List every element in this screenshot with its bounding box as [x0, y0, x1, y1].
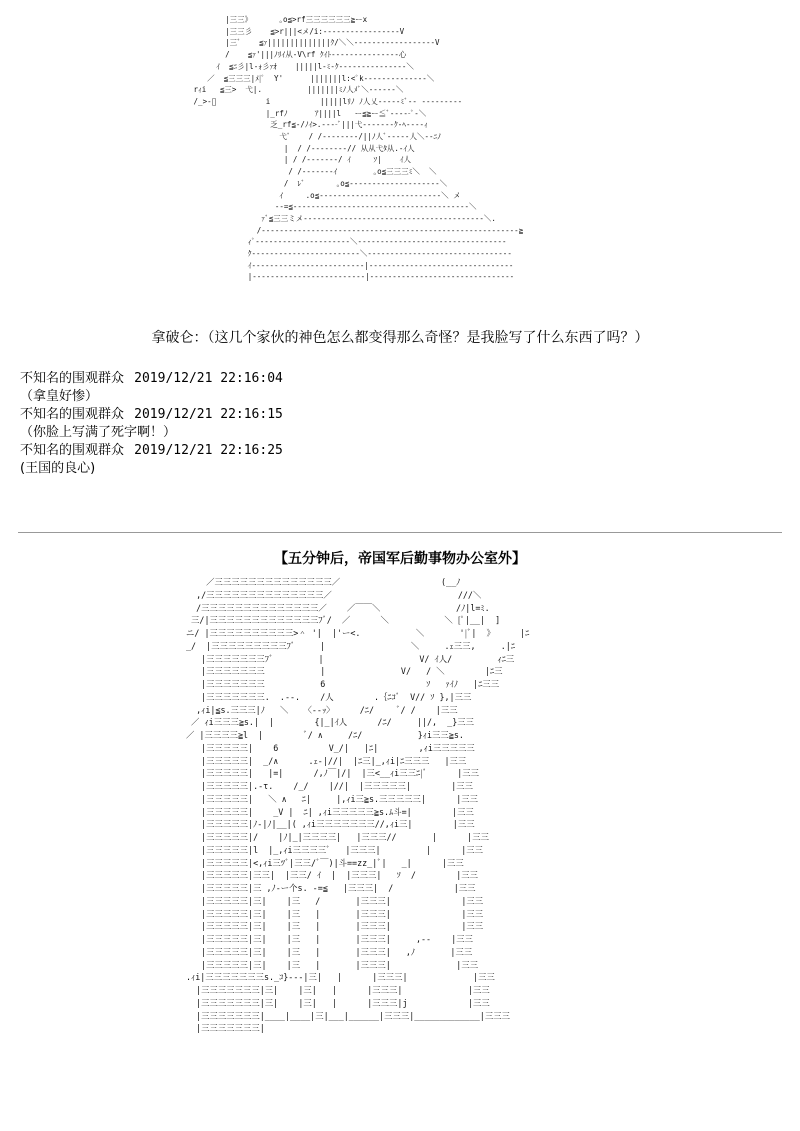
section-divider [18, 532, 782, 533]
comment-item [20, 406, 440, 442]
comment-username: 不知名的围观群众 [20, 443, 125, 458]
comment-list [20, 370, 440, 478]
comment-text: (王国的良心) [20, 461, 96, 476]
napoleon-speech-line: 拿破仑：（这几个家伙的神色怎么都变得那么奇怪？是我脸写了什么东西了吗？） [151, 330, 649, 346]
comment-timestamp: 2019/12/21 22:16:15 [134, 407, 283, 422]
scene-heading: 【五分钟后，帝国军后勤事物办公室外】 [274, 551, 526, 567]
comment-timestamp: 2019/12/21 22:16:25 [134, 443, 283, 458]
comment-text: （拿皇好惨） [20, 389, 99, 404]
office-exterior-ascii-art: ／三三三三三三三三三三三三三三／ (__ﾉ ,/三三三三三三三三三三三三三三／ ///＼ /三三三三三三三三三三三三三三／ ／￣￣＼ /ﾉ|l=ﾐ. 三/|三三三三三三三三三三三三三ﾌﾞ/ ／ ＼ ＼ [ﾟ|__| ] ニ/ |三三三三三三三三三三>＾ '| |'ー<. ＼ '|ﾞ| 》 |ﾆ _/ |三三三三三三三三三ﾌﾞ | ＼ .ｪ三三, .|ﾆ |三三三三三三三ﾌﾞ | V/ ｲ人/ ｨﾆ三 |三三三三三三三 | V/ / ＼ |ﾆ三 |三三三三三三三 6 ｿ ｧｲﾉ |ﾆ三三 |三三三三三三三. .--. /人 .｛ﾆｺﾞ V// ｿ },|三三 ,ｨi|≦s.三三三|ﾉ ＼ 〈--ｯ〉 /ﾆ/ ﾞ/ / |三三 ／ ｨi三三三≧s.| | {|_|ｲ人 /ﾆ/ ||/, _}三三 ／ |三三三三≧l | ﾞ/ ∧ /ﾆ/ }ｨi三三≧s. |三三三三三| 6 V_/| |ﾆ| ,ｨi三三三三三 |三三三三三| _/∧ .ｪ-|//| |ﾆ三|_,ｨi|ﾆ三三三 |三三 |三三三三三| |=| /,ﾉ￣|/| |三<__ｨi三三ﾆ|ﾞ |三三 |三三三三三|.-τ. /_/ |//| |三三三三三| |三三 |三三三三三| ＼ ∧ ﾆ| |,ｨi三≧s.三三三三三| |三三 |三三三三三| _V | ﾆ| ,ｨi三三三三三≧s.ﾑ斗=| |三三 |三三三三三|ﾉ-|ﾉ|__|( ,ｨi三三三三三三三//,ｨi三| |三三 |三三三三三|/ |ﾉ|_|三三三三| |三三三// | |三三 |三三三三三|l |_,ｨi三三三三ﾞ |三三三| | |三三 |三三三三三|<,ｨi三ﾂﾞ|三三/ﾞ￣)|斗==zz_|ﾞ| _| |三三 |三三三三三|三三| |三三/ ｲ | |三三三| ｿ / |三三 |三三三三三|三 ,ﾉ-ー个s. -=≦ |三三三| / |三三 |三三三三三|三| |三 / |三三三| |三三 |三三三三三|三| |三 | |三三三| |三三 |三三三三三|三| |三 | |三三三| |三三 |三三三三三|三| |三 | |三三三| ,-- |三三 |三三三三三|三| |三 | |三三三| ,ﾉ |三三 |三三三三三|三| |三 | |三三三| |三三 .ｨi|三三三三三三三s._ｺ}---|三| | |三三三| |三三 |三三三三三三三|三| |三| | |三三三| |三三 |三三三三三三三|三| |三| | |三三三|j |三三 |三三三三三三三|____|____|三|___|______|三三三|_____________|三三三 |三三三三三三三| [186, 577, 530, 1034]
napoleon-ascii-art: |三三》 ｡o≦>rf三三三三三三≧ーx |三三彡 ≦>r|||<メ/i:-----------------V |三ﾞ ≦ｧ||||||||||||||ｸ/＼＼------------------V / ≦ｧ'|||ﾉﾘｲ从-V\rf ｸｲﾄ---------------心 ｲ ≦ﾆ彡|l-ｫ彡ｧｵ |||||l-ﾐ-ｸ---------------＼ ／ ≦三三三|ﾒ|ﾟ Y' |||||||l:<ﾟk--------------＼ rｨi ≦三> 弋|. |||||||ﾐﾉ人ﾒﾞ＼------＼ /_>-ﾞ i |||||lﾘﾉ ﾉ人乂-----ﾐﾞ-- --------- |_rfﾉ ｱ||||l ー≦≧ー≦ﾞ-----ﾟ-＼ 乏_rf≦-/ﾉｲ>.----ﾞ|||弋-------ｸ-ﾍ----ｨ 弋ﾞ / /--------/||ﾉ人ﾞ-----人＼--ﾆﾉ | / /--------// 从从弋ﾀ从.-ｲ人 | / /-------/ ｲ ｿ| ｲ人 / /-------ｲ ｡o≦三三三ﾐ＼ ＼ / ﾚﾞ ｡o≦--------------------＼ ｲ .o≦---------------------------＼ メ ‐-=≦---------------------------------------＼ ｧﾞ≦三三ミメ----------------------------------------＼. /---------------------------------------------------------≧ ｨﾟ---------------------＼--------------------------------- ｸ------------------------＼-------------------------------- ｲ-------------------------|-------------------------------- |-------------------------|-------------------------------- [193, 15, 524, 282]
comment-item [20, 442, 440, 478]
comment-timestamp: 2019/12/21 22:16:04 [134, 371, 283, 386]
comment-text: （你脸上写满了死字啊！） [20, 425, 177, 440]
comment-item [20, 370, 440, 406]
comment-username: 不知名的围观群众 [20, 407, 125, 422]
comment-username: 不知名的围观群众 [20, 371, 125, 386]
